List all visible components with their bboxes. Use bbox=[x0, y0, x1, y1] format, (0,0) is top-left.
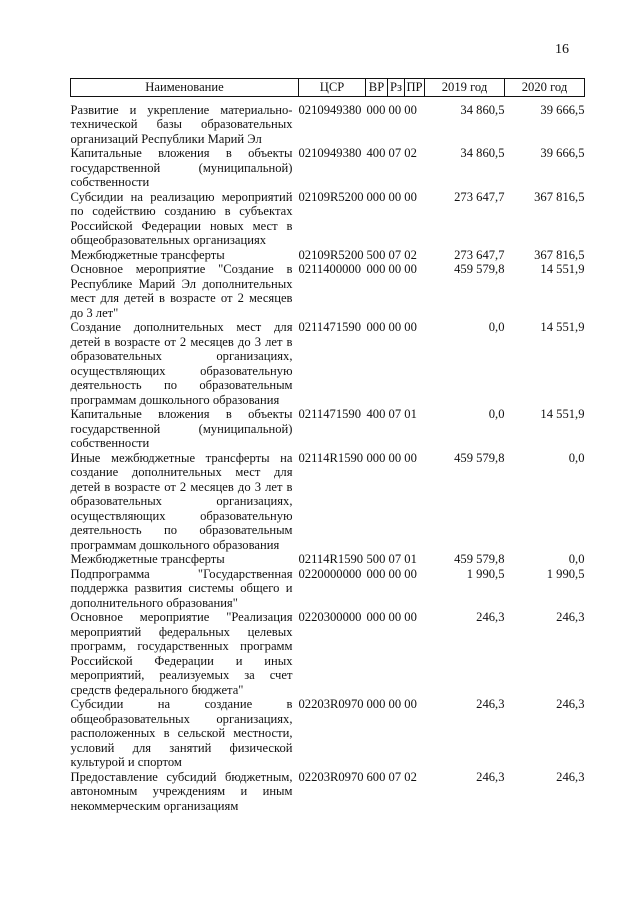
row-2019: 0,0 bbox=[488, 407, 505, 421]
row-codes: 000 00 00 bbox=[366, 189, 417, 204]
row-2019: 273 647,7 bbox=[454, 247, 505, 262]
row-2020: 39 666,5 bbox=[540, 102, 585, 117]
row-csr: 0220000000 bbox=[298, 566, 362, 581]
row-csr: 02203R0970 bbox=[298, 769, 364, 784]
row-2019: 459 579,8 bbox=[454, 552, 505, 566]
row-2020: 367 816,5 bbox=[534, 247, 585, 262]
row-name: Субсидии на создание в общеобразовательных организациях, расположенных в сельской местности, условий для занятий физической культурой и спортом bbox=[70, 697, 293, 769]
row-codes: 000 00 00 bbox=[366, 450, 417, 465]
row-codes: 500 07 02 bbox=[366, 247, 417, 262]
header-name: Наименование bbox=[71, 79, 299, 97]
row-2019: 273 647,7 bbox=[454, 189, 505, 204]
row-csr: 02203R0970 bbox=[298, 697, 364, 711]
row-csr: 02114R1590 bbox=[298, 450, 364, 465]
row-csr: 0220300000 bbox=[298, 610, 362, 624]
table-row bbox=[71, 407, 585, 451]
row-name: Иные межбюджетные трансферты на создание дополнительных мест для детей в возрасте от 2 месяцев до 3 лет в образовательных организациях, осуществляющих образовательную деятельность по образовательным программам дошкольного образования bbox=[70, 450, 293, 552]
row-name: Капитальные вложения в объекты государственной (муниципальной) собственности bbox=[70, 146, 293, 189]
row-2019: 246,3 bbox=[476, 697, 505, 711]
row-name: Капитальные вложения в объекты государственной (муниципальной) собственности bbox=[70, 407, 293, 450]
budget-table bbox=[70, 78, 585, 813]
row-2020: 246,3 bbox=[556, 697, 585, 711]
row-2019: 34 860,5 bbox=[460, 146, 505, 160]
row-name: Межбюджетные трансферты bbox=[70, 247, 225, 262]
header-rz: Рз bbox=[388, 79, 405, 97]
row-codes: 000 00 00 bbox=[366, 610, 417, 624]
row-csr: 0211471590 bbox=[298, 407, 362, 421]
row-2020: 0,0 bbox=[568, 552, 585, 566]
table-row bbox=[71, 248, 585, 263]
page-number: 16 bbox=[555, 42, 569, 57]
table-row bbox=[71, 146, 585, 190]
row-name: Подпрограмма "Государственная поддержка развития системы общего и дополнительного образования" bbox=[70, 566, 293, 610]
row-csr: 0210949380 bbox=[298, 102, 362, 117]
row-name: Межбюджетные трансферты bbox=[70, 552, 225, 566]
row-name: Основное мероприятие "Создание в Республике Марий Эл дополнительных мест для детей в возрасте от 2 месяцев до 3 лет" bbox=[70, 262, 293, 320]
header-csr: ЦСР bbox=[299, 79, 366, 97]
row-csr: 02109R5200 bbox=[298, 247, 364, 262]
row-2019: 246,3 bbox=[476, 610, 505, 624]
table-row bbox=[71, 697, 585, 770]
row-codes: 600 07 02 bbox=[366, 769, 417, 784]
table-row bbox=[71, 552, 585, 567]
row-codes: 000 00 00 bbox=[366, 320, 417, 334]
row-codes: 400 07 01 bbox=[366, 407, 417, 421]
row-2020: 1 990,5 bbox=[546, 566, 585, 581]
table-row bbox=[71, 96, 585, 146]
row-codes: 400 07 02 bbox=[366, 146, 417, 160]
row-csr: 02109R5200 bbox=[298, 189, 364, 204]
table-row bbox=[71, 770, 585, 814]
header-vr: ВР bbox=[366, 79, 388, 97]
table-row bbox=[71, 451, 585, 553]
row-2020: 39 666,5 bbox=[540, 146, 585, 160]
row-name: Основное мероприятие "Реализация мероприятий федеральных целевых программ, государственных программ Российской Федерации и иных мероприятий, реализуемых за счет средств федерального бюджета" bbox=[70, 610, 293, 697]
table-row bbox=[71, 262, 585, 320]
row-2019: 246,3 bbox=[476, 769, 505, 784]
row-name: Развитие и укрепление материально-технической базы образовательных организаций Республики Марий Эл bbox=[70, 102, 293, 146]
row-2020: 246,3 bbox=[556, 769, 585, 784]
table-row bbox=[71, 610, 585, 697]
header-2020: 2020 год bbox=[505, 79, 585, 97]
row-codes: 000 00 00 bbox=[366, 262, 417, 276]
row-name: Создание дополнительных мест для детей в возрасте от 2 месяцев до 3 лет в образовательных организациях, осуществляющих образовательную деятельность по образовательным программам дошкольного образования bbox=[70, 320, 293, 407]
table-header-row bbox=[71, 79, 585, 97]
table-row bbox=[71, 320, 585, 407]
row-2020: 14 551,9 bbox=[540, 262, 585, 276]
row-codes: 000 00 00 bbox=[366, 697, 417, 711]
row-2020: 14 551,9 bbox=[540, 407, 585, 421]
row-2019: 0,0 bbox=[488, 320, 505, 334]
row-codes: 000 00 00 bbox=[366, 102, 417, 117]
row-codes: 000 00 00 bbox=[366, 566, 417, 581]
row-2019: 459 579,8 bbox=[454, 450, 505, 465]
row-name: Субсидии на реализацию мероприятий по содействию созданию в субъектах Российской Федерации новых мест в общеобразовательных организациях bbox=[70, 189, 293, 247]
row-name: Предоставление субсидий бюджетным, автономным учреждениям и иным некоммерческим организациям bbox=[70, 769, 293, 813]
header-2019: 2019 год bbox=[425, 79, 505, 97]
row-codes: 500 07 01 bbox=[366, 552, 417, 566]
row-2019: 1 990,5 bbox=[466, 566, 505, 581]
row-csr: 0210949380 bbox=[298, 146, 362, 160]
table-row bbox=[71, 567, 585, 611]
row-csr: 02114R1590 bbox=[298, 552, 364, 566]
table-row bbox=[71, 190, 585, 248]
row-csr: 0211400000 bbox=[298, 262, 362, 276]
table-body bbox=[71, 96, 585, 813]
row-2020: 367 816,5 bbox=[534, 189, 585, 204]
row-2020: 0,0 bbox=[568, 450, 585, 465]
row-csr: 0211471590 bbox=[298, 320, 362, 334]
header-pr: ПР bbox=[406, 80, 423, 94]
row-2020: 246,3 bbox=[556, 610, 585, 624]
row-2020: 14 551,9 bbox=[540, 320, 585, 334]
row-2019: 459 579,8 bbox=[454, 262, 505, 276]
row-2019: 34 860,5 bbox=[460, 102, 505, 117]
